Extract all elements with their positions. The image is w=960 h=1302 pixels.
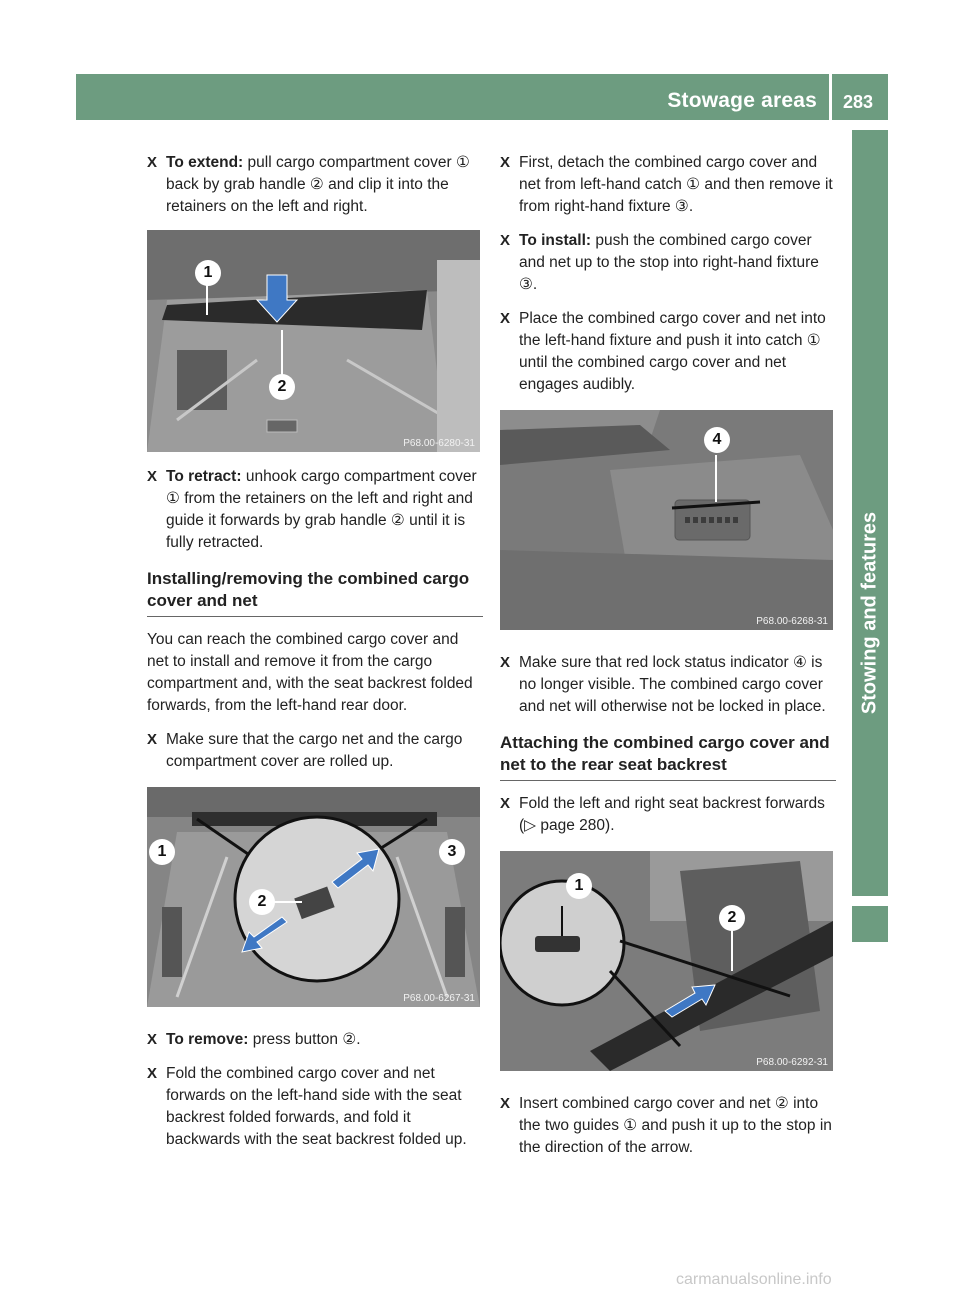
intro-paragraph: You can reach the combined cargo cover and net to install and remove it from the cargo compartment and, with the seat backrest folded forwards, from the left-hand rear door. bbox=[147, 631, 473, 714]
step-detach bbox=[500, 152, 836, 218]
header-separator bbox=[829, 74, 832, 120]
step-marker-icon: X bbox=[147, 1065, 158, 1082]
step-marker-icon: X bbox=[500, 654, 511, 671]
step-marker-icon: X bbox=[500, 154, 511, 171]
chapter-marker-square bbox=[852, 906, 888, 942]
step-marker-icon: X bbox=[147, 154, 158, 171]
step-marker-icon: X bbox=[147, 468, 158, 485]
step-fold-backrest bbox=[500, 793, 836, 837]
step-label: To extend: bbox=[166, 154, 244, 171]
step-text: Make sure that red lock status indicator ④ is no longer visible. The combined cargo cover and net will otherwise not be locked in place. bbox=[519, 654, 826, 715]
photo-code: P68.00-6267-31 bbox=[403, 993, 475, 1004]
photo-code: P68.00-6292-31 bbox=[756, 1057, 828, 1068]
step-text: Fold the combined cargo cover and net forwards on the left-hand side with the seat backrest folded forwards, and fold it backwards with the seat backrest folded up. bbox=[166, 1065, 467, 1148]
step-check-indicator bbox=[500, 652, 836, 718]
section-header-title: Stowage areas bbox=[667, 89, 817, 112]
callout-1: 1 bbox=[195, 260, 221, 286]
step-text: Fold the left and right seat backrest forwards (▷ page 280). bbox=[519, 795, 825, 834]
footer-watermark: carmanualsonline.info bbox=[676, 1271, 832, 1288]
page-number: 283 bbox=[843, 92, 874, 112]
photo-attach-backrest bbox=[500, 851, 833, 1071]
step-insert bbox=[500, 1093, 836, 1159]
step-marker-icon: X bbox=[500, 1095, 511, 1112]
step-text: press button ②. bbox=[248, 1031, 361, 1048]
callout-1: 1 bbox=[149, 839, 175, 865]
callout-2: 2 bbox=[249, 889, 275, 915]
step-text: First, detach the combined cargo cover and net from left-hand catch ① and then remove it from right-hand fixture ③. bbox=[519, 154, 833, 215]
step-text: Make sure that the cargo net and the cargo compartment cover are rolled up. bbox=[166, 731, 463, 770]
callout-3: 3 bbox=[439, 839, 465, 865]
step-text: Insert combined cargo cover and net ② into the two guides ① and push it up to the stop in the direction of the arrow. bbox=[519, 1095, 832, 1156]
section-heading: Attaching the combined cargo cover and net to the rear seat backrest bbox=[500, 732, 836, 781]
callout-2: 2 bbox=[269, 374, 295, 400]
callout-2: 2 bbox=[719, 905, 745, 931]
photo-cargo-cover-extend bbox=[147, 230, 480, 452]
step-label: To retract: bbox=[166, 468, 242, 485]
step-marker-icon: X bbox=[147, 731, 158, 748]
section-heading: Installing/removing the combined cargo cover and net bbox=[147, 568, 483, 617]
step-install bbox=[500, 230, 836, 296]
step-label: To remove: bbox=[166, 1031, 249, 1048]
step-marker-icon: X bbox=[500, 310, 511, 327]
step-text: unhook cargo compartment cover ① from the retainers on the left and right and guide it forwards by grab handle ② until it is fully retracted. bbox=[166, 468, 477, 551]
step-remove bbox=[147, 1029, 483, 1051]
photo-code: P68.00-6268-31 bbox=[756, 616, 828, 627]
callout-4: 4 bbox=[704, 427, 730, 453]
callout-1: 1 bbox=[566, 873, 592, 899]
step-marker-icon: X bbox=[147, 1031, 158, 1048]
chapter-side-tab-label: Stowing and features bbox=[858, 511, 881, 715]
right-column bbox=[500, 152, 836, 1171]
step-text: pull cargo compartment cover ① back by grab handle ② and clip it into the retainers on the left and right. bbox=[166, 154, 470, 215]
step-fold bbox=[147, 1063, 483, 1151]
step-label: To install: bbox=[519, 232, 592, 249]
step-rolled-up bbox=[147, 729, 483, 773]
step-marker-icon: X bbox=[500, 795, 511, 812]
left-column bbox=[147, 152, 483, 1163]
step-text: push the combined cargo cover and net up to the stop into right-hand fixture ③. bbox=[519, 232, 819, 293]
step-retract bbox=[147, 466, 483, 554]
photo-code: P68.00-6280-31 bbox=[403, 438, 475, 449]
step-marker-icon: X bbox=[500, 232, 511, 249]
photo-lock-indicator bbox=[500, 410, 833, 630]
step-place bbox=[500, 308, 836, 396]
photo-cargo-cover-remove bbox=[147, 787, 480, 1007]
step-extend bbox=[147, 152, 483, 218]
step-text: Place the combined cargo cover and net into the left-hand fixture and push it into catch ① until the combined cargo cover and net engages audibly. bbox=[519, 310, 826, 393]
